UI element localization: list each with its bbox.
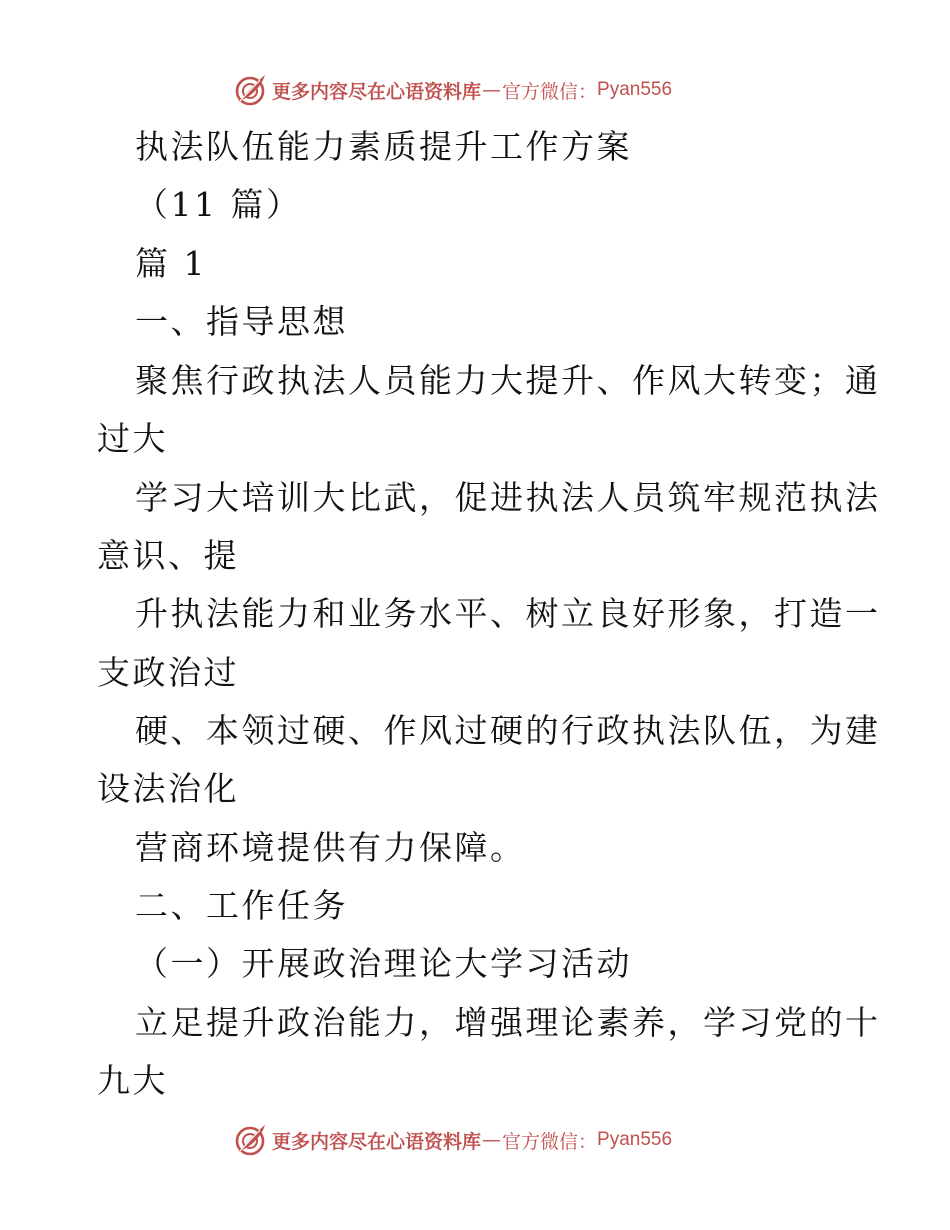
body-line: 九大 [97, 1061, 168, 1100]
body-line: 立足提升政治能力，增强理论素养，学习党的十 [135, 1003, 881, 1042]
body-line: 过大 [97, 419, 168, 458]
watermark-text: 更多内容尽在心语资料库 [272, 1130, 482, 1153]
watermark-wechat-id: Pyan556 [597, 1129, 673, 1150]
section-heading-guiding-thought: 一、指导思想 [135, 302, 348, 341]
document-part-label: 篇 1 [135, 244, 207, 283]
watermark-banner-bottom [232, 1120, 712, 1160]
feather-pen-logo-icon [232, 72, 268, 108]
body-line: 学习大培训大比武，促进执法人员筑牢规范执法 [135, 478, 881, 517]
document-title: 执法队伍能力素质提升工作方案 [135, 127, 632, 166]
body-line: 设法治化 [97, 769, 239, 808]
subsection-heading-political-study: （一）开展政治理论大学习活动 [135, 944, 632, 983]
watermark-wechat-label: 官方微信： [502, 80, 598, 103]
section-heading-work-tasks: 二、工作任务 [135, 886, 348, 925]
body-line: 硬、本领过硬、作风过硬的行政执法队伍，为建 [135, 711, 881, 750]
watermark-wechat-id: Pyan556 [597, 79, 673, 100]
body-line: 支政治过 [97, 653, 239, 692]
document-count-note: （11 篇） [135, 185, 302, 224]
body-line: 聚焦行政执法人员能力大提升、作风大转变；通 [135, 361, 881, 400]
watermark-separator: — [482, 1129, 502, 1151]
feather-pen-logo-icon [232, 1122, 268, 1158]
body-line: 升执法能力和业务水平、树立良好形象，打造一 [135, 594, 881, 633]
body-line: 营商环境提供有力保障。 [135, 828, 526, 867]
body-line: 意识、提 [97, 536, 239, 575]
watermark-banner-top [232, 70, 712, 110]
watermark-separator: — [482, 79, 502, 101]
watermark-text: 更多内容尽在心语资料库 [272, 80, 482, 103]
watermark-wechat-label: 官方微信： [502, 1130, 598, 1153]
